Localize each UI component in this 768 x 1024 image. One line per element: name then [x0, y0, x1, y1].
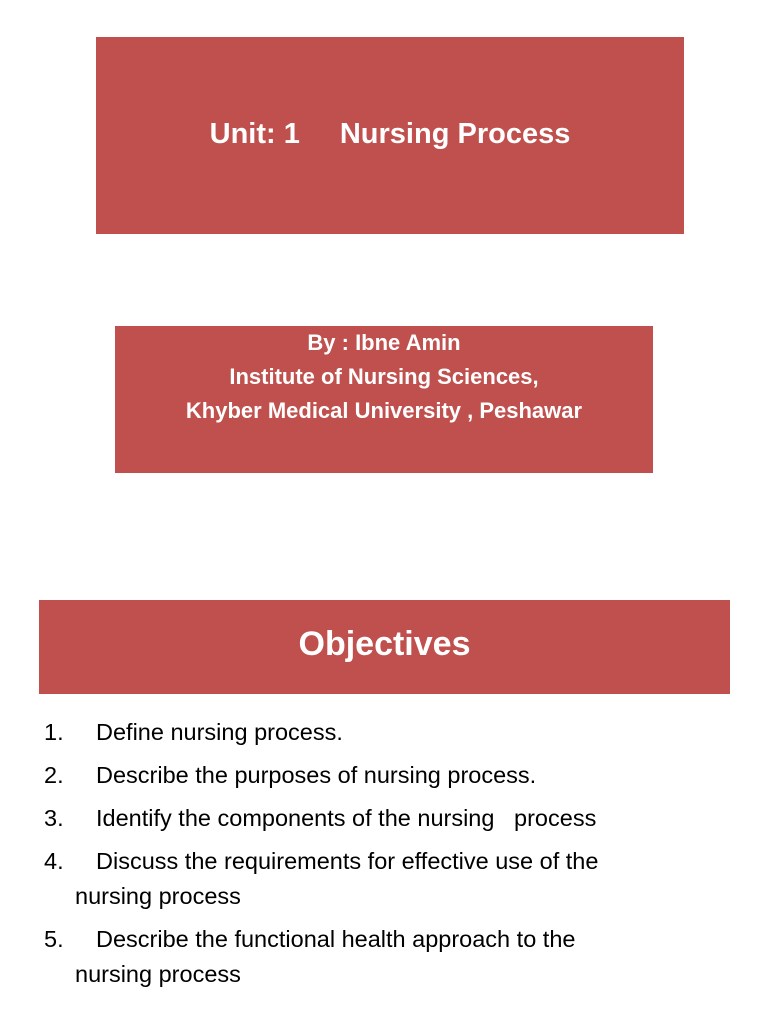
unit-label: Unit: 1	[209, 118, 300, 150]
author-university: Khyber Medical University , Peshawar	[185, 398, 583, 423]
objective-text: Describe the functional health approach to the	[96, 926, 576, 952]
objective-continuation: nursing process	[75, 961, 241, 987]
objective-continuation: nursing process	[75, 883, 241, 909]
objective-number: 1.	[44, 719, 64, 745]
objectives-list	[44, 714, 744, 999]
author-name: By : Ibne Amin	[307, 330, 461, 355]
objective-number: 4.	[44, 848, 64, 874]
unit-topic: Nursing Process	[339, 118, 571, 150]
objective-number: 2.	[44, 762, 64, 788]
objective-item	[44, 921, 744, 992]
objective-item	[44, 843, 744, 914]
title-banner	[96, 37, 684, 234]
objective-text: Discuss the requirements for effective use of the	[96, 848, 599, 874]
objective-number: 5.	[44, 926, 64, 952]
objectives-title: Objectives	[298, 624, 471, 663]
objective-text: Define nursing process.	[96, 719, 343, 745]
objective-text: Describe the purposes of nursing process.	[96, 762, 537, 788]
objective-text: Identify the components of the nursing process	[96, 805, 597, 831]
author-banner	[115, 326, 653, 473]
author-institute: Institute of Nursing Sciences,	[229, 364, 539, 389]
objective-item	[44, 800, 744, 836]
objectives-heading	[39, 600, 730, 694]
objective-item	[44, 714, 744, 750]
objective-item	[44, 757, 744, 793]
objective-number: 3.	[44, 805, 64, 831]
